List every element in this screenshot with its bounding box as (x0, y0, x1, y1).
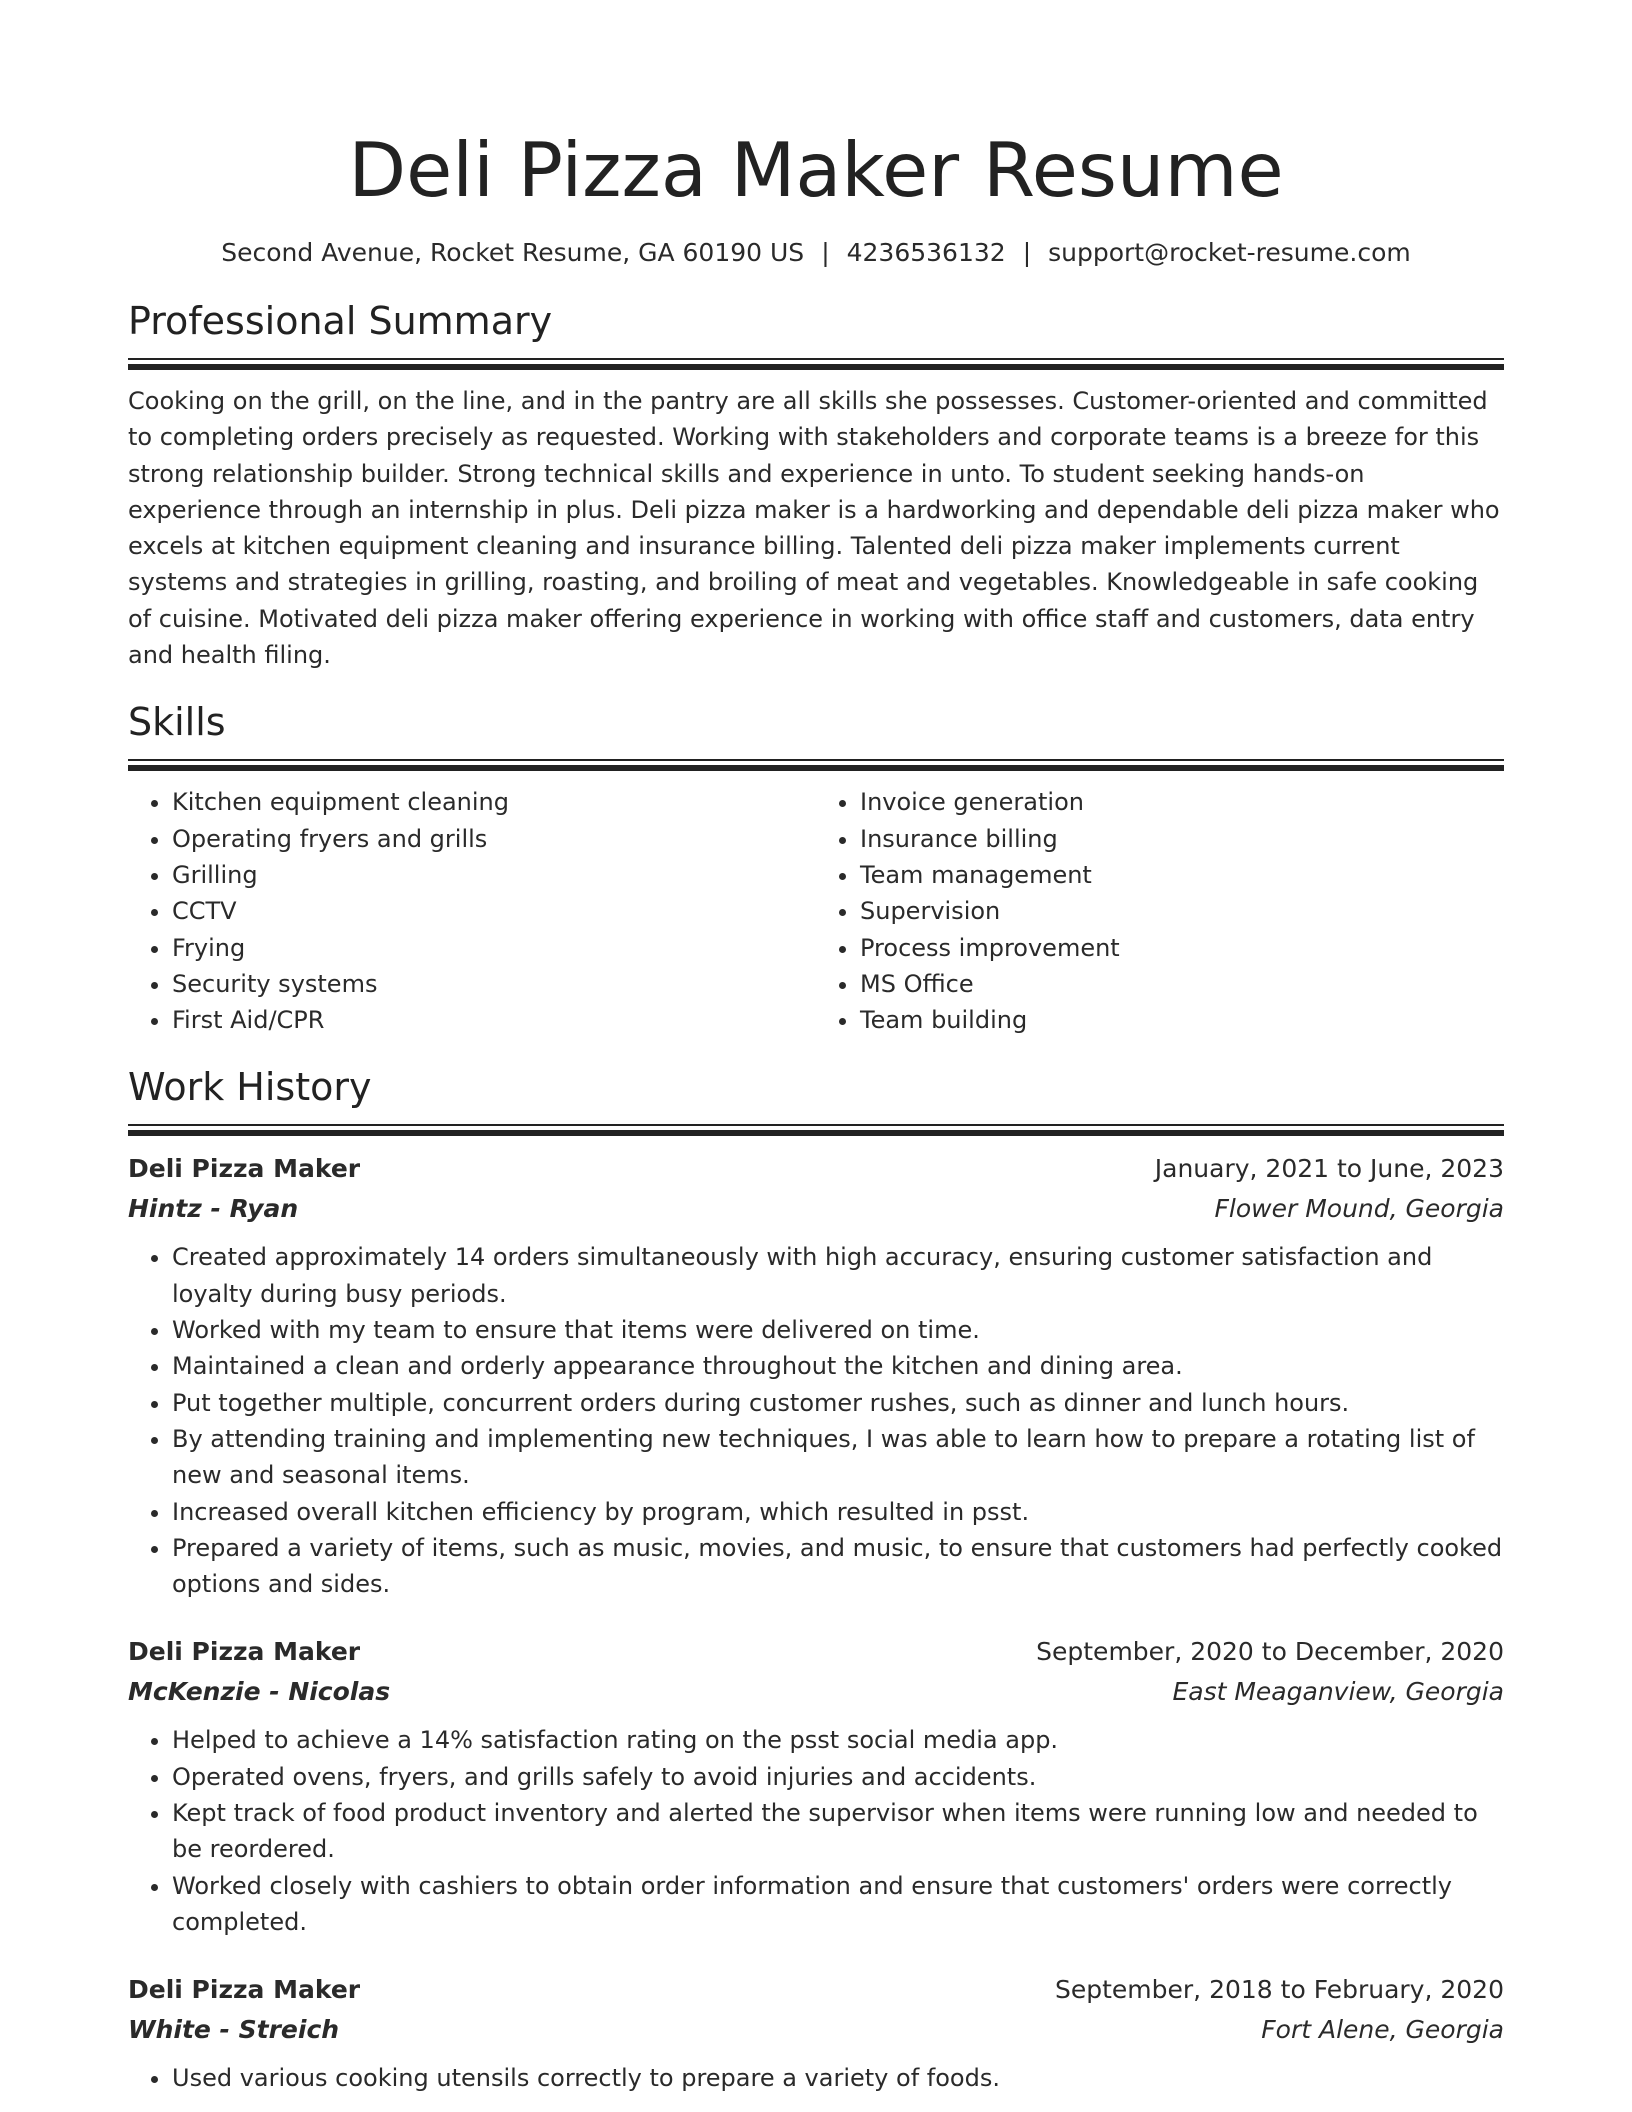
skill-item: • Invoice generation (860, 784, 1504, 820)
job-entry (128, 1149, 1504, 1602)
skill-item: • Operating fryers and grills (172, 821, 816, 857)
section-heading-skills: Skills (128, 700, 226, 745)
skill-item: • MS Office (860, 966, 1504, 1002)
job-title: Deli Pizza Maker (128, 1154, 361, 1184)
skills-list (128, 784, 1504, 1038)
job-bullet: • By attending training and implementing new techniques, I was able to learn how to prepare a rotating list of new and seasonal items. (172, 1421, 1504, 1494)
section-divider (128, 1124, 1504, 1137)
job-bullet: • Used various cooking utensils correctly to prepare a variety of foods. (172, 2060, 1504, 2096)
skill-item: • Frying (172, 930, 816, 966)
skill-item: • Team management (860, 857, 1504, 893)
contact-phone: 4236536132 (846, 238, 1006, 267)
job-bullet: • Maintained a clean and orderly appearance throughout the kitchen and dining area. (172, 1348, 1504, 1384)
contact-separator: | (1022, 238, 1032, 267)
job-header (128, 1149, 1504, 1189)
skill-item: • First Aid/CPR (172, 1002, 816, 1038)
job-location: East Meaganview, Georgia (1172, 1677, 1504, 1707)
skill-item: • Insurance billing (860, 821, 1504, 857)
job-subheader (128, 2010, 1504, 2050)
job-bullet: • Operated ovens, fryers, and grills safely to avoid injuries and accidents. (172, 1759, 1504, 1795)
job-title: Deli Pizza Maker (128, 1637, 361, 1667)
job-bullets (128, 1239, 1504, 1602)
job-title: Deli Pizza Maker (128, 1975, 361, 2005)
job-header (128, 1970, 1504, 2010)
section-divider (128, 759, 1504, 772)
job-bullet: • Worked with my team to ensure that items were delivered on time. (172, 1312, 1504, 1348)
job-bullet: • Created approximately 14 orders simultaneously with high accuracy, ensuring customer satisfaction and loyalty during busy periods. (172, 1239, 1504, 1312)
skills-column-left (128, 784, 816, 1038)
contact-line (128, 236, 1504, 270)
job-dates: January, 2021 to June, 2023 (1154, 1154, 1504, 1184)
job-bullet: • Worked closely with cashiers to obtain order information and ensure that customers' orders were correctly completed. (172, 1868, 1504, 1941)
summary-text: Cooking on the grill, on the line, and in the pantry are all skills she possesses. Customer-oriented and committed to completing orders precisely as requested. Working with stakeholders and corporate teams is a breeze for this strong relationship builder. Strong technical skills and experience in unto. To student seeking hands-on experience through an internship in plus. Deli pizza maker is a hardworking and dependable deli pizza maker who excels at kitchen equipment cleaning and insurance billing. Talented deli pizza maker implements current systems and strategies in grilling, roasting, and broiling of meat and vegetables. Knowledgeable in safe cooking of cuisine. Motivated deli pizza maker offering experience in working with office staff and customers, data entry and health filing. (128, 387, 1500, 670)
job-dates: September, 2020 to December, 2020 (1036, 1637, 1504, 1667)
skills-column-right (816, 784, 1504, 1038)
job-location: Flower Mound, Georgia (1214, 1194, 1504, 1224)
section-divider (128, 358, 1504, 371)
skill-item: • Supervision (860, 893, 1504, 929)
contact-address: Second Avenue, Rocket Resume, GA 60190 US (221, 238, 805, 267)
skill-item: • CCTV (172, 893, 816, 929)
job-company: Hintz - Ryan (128, 1194, 299, 1224)
job-subheader (128, 1189, 1504, 1229)
skill-item: • Process improvement (860, 930, 1504, 966)
job-entry (128, 1970, 1504, 2096)
skill-item: • Kitchen equipment cleaning (172, 784, 816, 820)
job-company: White - Streich (128, 2015, 340, 2045)
skill-item: • Team building (860, 1002, 1504, 1038)
contact-email: support@rocket-resume.com (1048, 238, 1411, 267)
section-heading-summary: Professional Summary (128, 299, 553, 343)
contact-separator: | (821, 238, 830, 267)
skill-item: • Security systems (172, 966, 816, 1002)
job-subheader (128, 1672, 1504, 1712)
job-location: Fort Alene, Georgia (1261, 2015, 1504, 2045)
section-heading-work-history: Work History (128, 1065, 372, 1110)
job-bullet: • Prepared a variety of items, such as music, movies, and music, to ensure that customers had perfectly cooked options and sides. (172, 1530, 1504, 1603)
job-bullet: • Kept track of food product inventory and alerted the supervisor when items were running low and needed to be reordered. (172, 1795, 1504, 1868)
job-bullet: • Increased overall kitchen efficiency by program, which resulted in psst. (172, 1494, 1504, 1530)
job-bullets (128, 2060, 1504, 2096)
job-entry (128, 1632, 1504, 1940)
job-header (128, 1632, 1504, 1672)
job-company: McKenzie - Nicolas (128, 1677, 391, 1707)
job-bullet: • Helped to achieve a 14% satisfaction rating on the psst social media app. (172, 1722, 1504, 1758)
job-bullet: • Put together multiple, concurrent orders during customer rushes, such as dinner and lunch hours. (172, 1385, 1504, 1421)
skill-item: • Grilling (172, 857, 816, 893)
resume-title: Deli Pizza Maker Resume (348, 126, 1284, 214)
job-bullets (128, 1722, 1504, 1940)
job-dates: September, 2018 to February, 2020 (1055, 1975, 1504, 2005)
